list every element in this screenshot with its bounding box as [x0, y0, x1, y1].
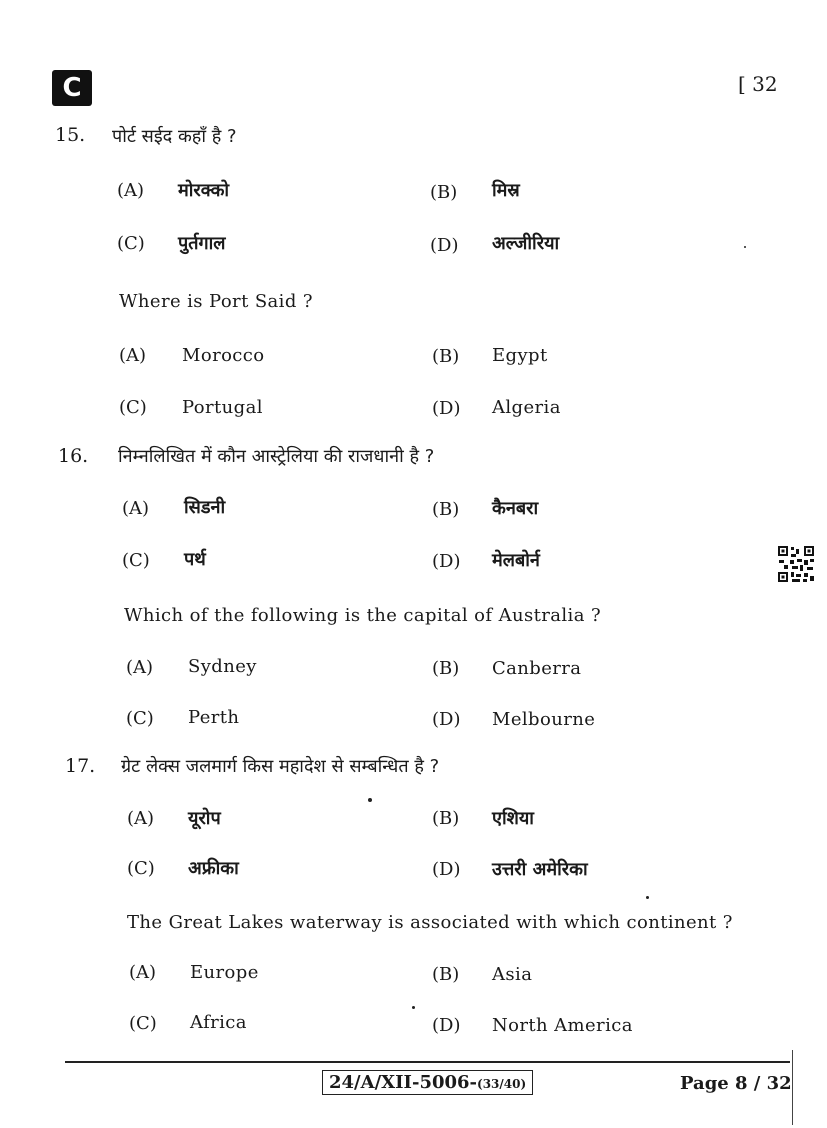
- option-label-d: (D): [432, 551, 461, 572]
- question-text-english: The Great Lakes waterway is associated with which continent ?: [127, 912, 733, 933]
- option-a-hindi: यूरोप: [188, 808, 221, 829]
- option-label-c: (C): [126, 708, 154, 729]
- option-label-c: (C): [129, 1013, 157, 1034]
- option-b-english: Egypt: [492, 345, 548, 366]
- option-label-d: (D): [432, 859, 461, 880]
- option-c-english: Perth: [188, 707, 240, 728]
- option-b-hindi: एशिया: [492, 808, 534, 829]
- option-d-english: North America: [492, 1015, 633, 1036]
- question-text-english: Where is Port Said ?: [119, 291, 313, 312]
- option-label-d: (D): [432, 709, 461, 730]
- option-label-b: (B): [432, 346, 460, 367]
- option-label-b: (B): [432, 499, 460, 520]
- option-a-english: Europe: [190, 962, 259, 983]
- option-d-english: Melbourne: [492, 709, 596, 730]
- question-text-hindi: पोर्ट सईद कहाँ है ?: [112, 126, 237, 147]
- option-b-english: Canberra: [492, 658, 582, 679]
- option-d-hindi: उत्तरी अमेरिका: [492, 859, 588, 880]
- footer-rule: [65, 1061, 790, 1063]
- option-label-a: (A): [127, 808, 155, 829]
- section-badge: C: [52, 70, 92, 106]
- scan-speck: [412, 1006, 415, 1009]
- option-c-english: Africa: [190, 1012, 247, 1033]
- option-label-d: (D): [432, 1015, 461, 1036]
- option-label-b: (B): [432, 808, 460, 829]
- option-label-b: (B): [430, 182, 458, 203]
- option-label-d: (D): [430, 235, 459, 256]
- option-c-hindi: पर्थ: [184, 549, 206, 570]
- option-b-hindi: कैनबरा: [492, 498, 539, 519]
- scan-speck: [368, 798, 372, 802]
- option-label-a: (A): [117, 180, 145, 201]
- option-d-hindi: अल्जीरिया: [492, 233, 560, 254]
- margin-line: [792, 1050, 793, 1125]
- option-label-c: (C): [122, 550, 150, 571]
- option-b-english: Asia: [492, 964, 533, 985]
- option-label-b: (B): [432, 658, 460, 679]
- option-label-c: (C): [119, 397, 147, 418]
- qr-code-icon: [777, 545, 815, 583]
- option-c-hindi: पुर्तगाल: [178, 233, 226, 254]
- option-label-d: (D): [432, 398, 461, 419]
- question-number: 17.: [65, 755, 96, 777]
- question-text-hindi: निम्नलिखित में कौन आस्ट्रेलिया की राजधानी है ?: [118, 446, 435, 467]
- page-reference: [ 32: [738, 72, 778, 96]
- option-c-english: Portugal: [182, 397, 263, 418]
- option-c-hindi: अफ्रीका: [188, 858, 239, 879]
- question-number: 16.: [58, 445, 89, 467]
- question-number: 15.: [55, 124, 86, 146]
- option-label-c: (C): [127, 858, 155, 879]
- option-a-hindi: मोरक्को: [178, 180, 230, 201]
- question-text-english: Which of the following is the capital of Australia ?: [124, 605, 602, 626]
- option-d-hindi: मेलबोर्न: [492, 550, 540, 571]
- page-number: Page 8 / 32: [680, 1073, 792, 1094]
- question-text-hindi: ग्रेट लेक्स जलमार्ग किस महादेश से सम्बन्धित है ?: [121, 756, 440, 777]
- scan-speck: [646, 896, 649, 899]
- option-label-a: (A): [122, 498, 150, 519]
- option-label-c: (C): [117, 233, 145, 254]
- paper-code-sub: (33/40): [477, 1077, 527, 1091]
- scan-speck: [744, 246, 746, 248]
- option-a-hindi: सिडनी: [184, 497, 226, 518]
- paper-code: [322, 1070, 533, 1095]
- option-label-a: (A): [119, 345, 147, 366]
- option-b-hindi: मिस्र: [492, 180, 520, 201]
- option-a-english: Morocco: [182, 345, 265, 366]
- paper-code-main: 24/A/XII-5006-: [329, 1072, 478, 1093]
- option-a-english: Sydney: [188, 656, 257, 677]
- option-d-english: Algeria: [492, 397, 561, 418]
- option-label-a: (A): [126, 657, 154, 678]
- option-label-b: (B): [432, 964, 460, 985]
- option-label-a: (A): [129, 962, 157, 983]
